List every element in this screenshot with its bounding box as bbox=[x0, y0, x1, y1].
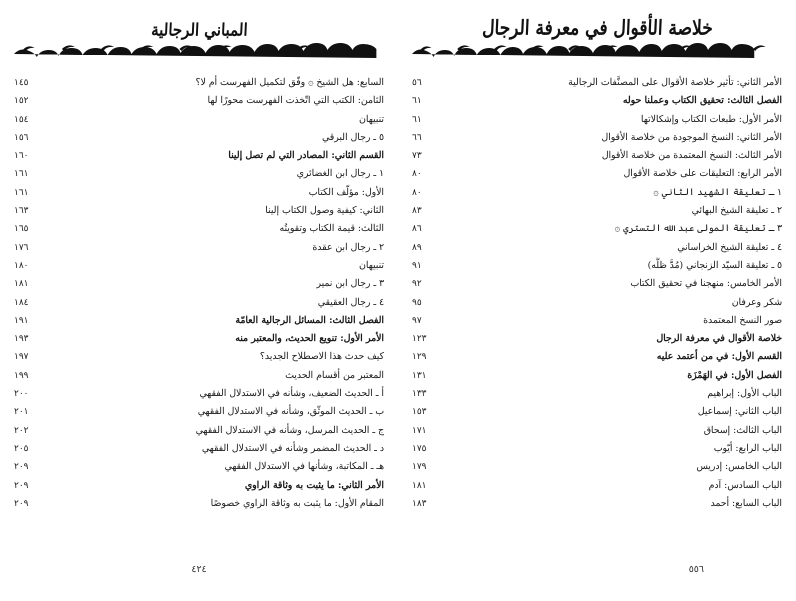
toc-row bbox=[412, 257, 782, 275]
toc-row bbox=[412, 422, 782, 440]
toc-entry-page-number: ١٥٢ bbox=[14, 96, 29, 107]
toc-row bbox=[412, 385, 782, 403]
toc-entry-page-number: ٢٠١ bbox=[14, 407, 29, 418]
toc-entry-page-number: ١٩١ bbox=[14, 315, 29, 326]
toc-entry-page-number: ١٥٣ bbox=[412, 407, 427, 418]
toc-entry-title: هـ ـ المكاتبة، وشأنها في الاستدلال الفقهي bbox=[224, 461, 384, 473]
right-page-folio: ٥٥٦ bbox=[688, 564, 704, 575]
toc-entry-title: تنبيهان bbox=[359, 113, 384, 125]
toc-entry-page-number: ١٥٤ bbox=[14, 114, 29, 125]
toc-row bbox=[412, 403, 782, 421]
toc-entry-title: ٣ ـ رجال ابن نمير bbox=[316, 278, 384, 290]
toc-row bbox=[412, 312, 782, 330]
toc-entry-page-number: ١٧٦ bbox=[14, 242, 29, 253]
toc-entry-page-number: ٨٠ bbox=[412, 169, 422, 180]
toc-entry-title: ١ ـ تعليقة الشهيد الثاني ۞ bbox=[653, 186, 782, 198]
toc-entry-title: الفصل الثالث: المسائل الرجالية العامّة bbox=[235, 314, 384, 326]
toc-entry-page-number: ١٦٠ bbox=[14, 151, 29, 162]
toc-entry-page-number: ١٦٥ bbox=[14, 224, 29, 235]
toc-entry-page-number: ١٤٥ bbox=[14, 78, 29, 88]
toc-row bbox=[14, 403, 384, 421]
left-page-toc-list bbox=[14, 74, 384, 513]
toc-entry-title: الأمر الخامس: منهجنا في تحقيق الكتاب bbox=[630, 278, 782, 290]
toc-row bbox=[412, 477, 782, 495]
toc-row bbox=[412, 348, 782, 366]
toc-entry-title: الفصل الثالث: تحقيق الكتاب وعملنا حوله bbox=[622, 95, 782, 107]
toc-entry-title: ب ـ الحديث الموثّق، وشأنه في الاستدلال الفقهي bbox=[197, 406, 384, 418]
toc-entry-title: كيف حدث هذا الاصطلاح الجديد؟ bbox=[259, 351, 384, 363]
toc-entry-title: ج ـ الحديث المرسل، وشأنه في الاستدلال الفقهي bbox=[195, 424, 384, 436]
toc-entry-page-number: ١٣٣ bbox=[412, 389, 427, 400]
toc-entry-title: القسم الثاني: المصادر التي لم تصل إلينا bbox=[228, 150, 384, 162]
toc-row bbox=[14, 184, 384, 202]
toc-row bbox=[14, 495, 384, 513]
toc-row bbox=[412, 111, 782, 129]
toc-entry-page-number: ٢٠٩ bbox=[14, 462, 29, 473]
toc-row bbox=[412, 220, 782, 238]
right-page bbox=[398, 0, 796, 601]
toc-entry-title: ٣ ـ تعليقة المولى عبد الله التستري ۞ bbox=[614, 223, 782, 235]
toc-entry-page-number: ١٨١ bbox=[412, 480, 427, 491]
left-page-folio: ٤٢٤ bbox=[191, 564, 207, 575]
toc-entry-title: الباب الخامس: إدريس bbox=[696, 461, 782, 473]
toc-entry-page-number: ٢٠٥ bbox=[14, 443, 29, 454]
toc-row bbox=[412, 275, 782, 293]
toc-entry-title: د ـ الحديث المضمر وشأنه في الاستدلال الفقهي bbox=[201, 442, 384, 454]
toc-row bbox=[14, 294, 384, 312]
toc-row bbox=[412, 495, 782, 513]
toc-row bbox=[14, 348, 384, 366]
toc-entry-page-number: ٥٦ bbox=[412, 78, 422, 88]
toc-entry-title: الأمر الثاني: تأثير خلاصة الأقوال على المصنَّفات الرجالية bbox=[568, 77, 782, 88]
toc-entry-page-number: ٢٠٩ bbox=[14, 498, 29, 509]
toc-row bbox=[412, 330, 782, 348]
right-page-running-title: خلاصة الأقوال في معرفة الرجال bbox=[481, 16, 714, 41]
toc-entry-page-number: ٩٥ bbox=[412, 297, 422, 308]
toc-entry-title: الأمر الأول: تنويع الحديث، والمعتبر منه bbox=[235, 333, 384, 345]
toc-entry-page-number: ١٨٠ bbox=[14, 260, 29, 271]
toc-entry-page-number: ٦١ bbox=[412, 96, 422, 107]
toc-entry-title: الباب السادس: آدم bbox=[708, 479, 782, 491]
toc-entry-page-number: ٨٦ bbox=[412, 224, 422, 235]
toc-entry-page-number: ٧٣ bbox=[412, 151, 422, 162]
toc-entry-title: السابع: هل الشيخ ۞ وفّق لتكميل الفهرست أم لا؟ bbox=[195, 77, 384, 88]
toc-entry-title: ٢ ـ رجال ابن عقدة bbox=[312, 241, 384, 253]
toc-row bbox=[14, 239, 384, 257]
toc-entry-page-number: ١٨١ bbox=[14, 279, 29, 290]
toc-entry-page-number: ١٩٩ bbox=[14, 370, 29, 381]
toc-row bbox=[412, 202, 782, 220]
toc-row bbox=[412, 129, 782, 147]
toc-entry-title: ١ ـ رجال ابن الغضائري bbox=[296, 168, 384, 180]
toc-entry-title: المقام الأول: ما يثبت به وثاقة الراوي خصوصًا bbox=[210, 497, 384, 509]
toc-entry-page-number: ١٩٧ bbox=[14, 352, 29, 363]
toc-entry-title: ٢ ـ تعليقة الشيخ البهائي bbox=[691, 205, 782, 217]
toc-entry-title: الباب الرابع: أيّوب bbox=[713, 442, 782, 454]
toc-row bbox=[412, 440, 782, 458]
toc-entry-page-number: ١٢٣ bbox=[412, 334, 427, 345]
toc-entry-page-number: ١٦١ bbox=[14, 169, 29, 180]
toc-row bbox=[412, 367, 782, 385]
toc-row bbox=[14, 275, 384, 293]
toc-row bbox=[412, 458, 782, 476]
toc-entry-title: الباب السابع: أحمد bbox=[710, 497, 782, 509]
toc-entry-page-number: ٢٠٠ bbox=[14, 389, 29, 400]
toc-entry-page-number: ١٧١ bbox=[412, 425, 427, 436]
toc-row bbox=[14, 312, 384, 330]
toc-row bbox=[412, 184, 782, 202]
toc-entry-page-number: ١٧٥ bbox=[412, 443, 427, 454]
ornament-divider-right bbox=[412, 41, 782, 61]
toc-entry-title: الثامن: الكتب التي اتّخذت الفهرست محورًا لها bbox=[207, 95, 384, 107]
right-page-header bbox=[412, 18, 782, 70]
toc-entry-title: الأمر الثاني: النسخ الموجودة من خلاصة الأقوال bbox=[601, 131, 782, 143]
toc-row bbox=[14, 129, 384, 147]
right-page-toc-list bbox=[412, 74, 782, 513]
toc-entry-title: الباب الثالث: إسحاق bbox=[703, 424, 782, 436]
toc-entry-page-number: ٦١ bbox=[412, 114, 422, 125]
toc-row bbox=[14, 165, 384, 183]
toc-entry-title: ٥ ـ رجال البرقي bbox=[322, 131, 384, 143]
toc-entry-title: الأمر الأول: طبعات الكتاب وإشكالاتها bbox=[640, 113, 782, 125]
toc-entry-page-number: ٢٠٩ bbox=[14, 480, 29, 491]
toc-entry-page-number: ١٧٩ bbox=[412, 462, 427, 473]
toc-entry-title: الأمر الرابع: التعليقات على خلاصة الأقوال bbox=[623, 168, 782, 180]
toc-entry-page-number: ٨٩ bbox=[412, 242, 422, 253]
toc-row bbox=[412, 147, 782, 165]
toc-row bbox=[412, 165, 782, 183]
toc-entry-page-number: ١٨٤ bbox=[14, 297, 29, 308]
toc-entry-page-number: ٨٣ bbox=[412, 206, 422, 217]
toc-entry-page-number: ١٦٣ bbox=[14, 206, 29, 217]
toc-row bbox=[412, 74, 782, 92]
toc-row bbox=[412, 294, 782, 312]
toc-entry-page-number: ٨٠ bbox=[412, 187, 422, 198]
toc-entry-title: ٥ ـ تعليقة السيّد الزنجاني (مُدَّ ظلُّه) bbox=[647, 259, 782, 271]
toc-row bbox=[412, 92, 782, 110]
toc-entry-title: صور النسخ المعتمدة bbox=[703, 314, 782, 326]
toc-entry-page-number: ٩١ bbox=[412, 260, 422, 271]
toc-entry-title: تنبيهان bbox=[359, 259, 384, 271]
toc-entry-title: الفصل الأول: في الهَمْزَة bbox=[687, 369, 782, 381]
toc-row bbox=[14, 111, 384, 129]
toc-entry-title: ٤ ـ رجال العقيقي bbox=[317, 296, 384, 308]
toc-entry-title: الباب الأول: إبراهيم bbox=[707, 388, 782, 400]
toc-entry-page-number: ١٨٣ bbox=[412, 498, 427, 509]
toc-entry-title: الباب الثاني: إسماعيل bbox=[697, 406, 782, 418]
left-page-running-title: المباني الرجالية bbox=[150, 19, 249, 41]
toc-row bbox=[14, 147, 384, 165]
toc-entry-page-number: ٩٧ bbox=[412, 315, 422, 326]
toc-entry-title: ٤ ـ تعليقة الشيخ الخراساني bbox=[677, 241, 782, 253]
toc-entry-title: أ ـ الحديث الضعيف، وشأنه في الاستدلال الفقهي bbox=[199, 388, 384, 400]
toc-row bbox=[412, 239, 782, 257]
toc-row bbox=[14, 220, 384, 238]
toc-entry-title: الثالث: قيمة الكتاب وتقويتُه bbox=[279, 223, 384, 235]
toc-row bbox=[14, 330, 384, 348]
toc-row bbox=[14, 257, 384, 275]
toc-row bbox=[14, 202, 384, 220]
toc-entry-page-number: ١٦١ bbox=[14, 187, 29, 198]
toc-entry-page-number: ١٥٦ bbox=[14, 132, 29, 143]
toc-row bbox=[14, 367, 384, 385]
toc-row bbox=[14, 477, 384, 495]
toc-entry-title: شكر وعرفان bbox=[731, 296, 782, 308]
toc-entry-page-number: ٩٢ bbox=[412, 279, 422, 290]
toc-row bbox=[14, 385, 384, 403]
toc-entry-page-number: ١٢٩ bbox=[412, 352, 427, 363]
toc-entry-title: الأمر الثالث: النسخ المعتمدة من خلاصة الأقوال bbox=[601, 150, 782, 162]
toc-entry-page-number: ٢٠٢ bbox=[14, 425, 29, 436]
toc-entry-title: المعتبر من أقسام الحديث bbox=[285, 369, 384, 381]
toc-entry-title: خلاصة الأقوال في معرفة الرجال bbox=[656, 333, 782, 345]
toc-row bbox=[14, 458, 384, 476]
toc-entry-page-number: ١٣١ bbox=[412, 370, 427, 381]
toc-entry-title: الأمر الثاني: ما يثبت به وثاقة الراوي bbox=[244, 479, 384, 491]
toc-entry-title: الأول: مؤلّف الكتاب bbox=[308, 186, 384, 198]
toc-row bbox=[14, 440, 384, 458]
left-page-header bbox=[14, 18, 384, 70]
toc-entry-page-number: ١٩٣ bbox=[14, 334, 29, 345]
toc-entry-page-number: ٦٦ bbox=[412, 132, 422, 143]
toc-row bbox=[14, 92, 384, 110]
toc-row bbox=[14, 422, 384, 440]
toc-row bbox=[14, 74, 384, 92]
ornament-divider-left bbox=[14, 41, 384, 61]
toc-entry-title: القسم الأول: في من أعتمد عليه bbox=[656, 351, 782, 363]
toc-entry-title: الثاني: كيفية وصول الكتاب إلينا bbox=[265, 205, 384, 217]
